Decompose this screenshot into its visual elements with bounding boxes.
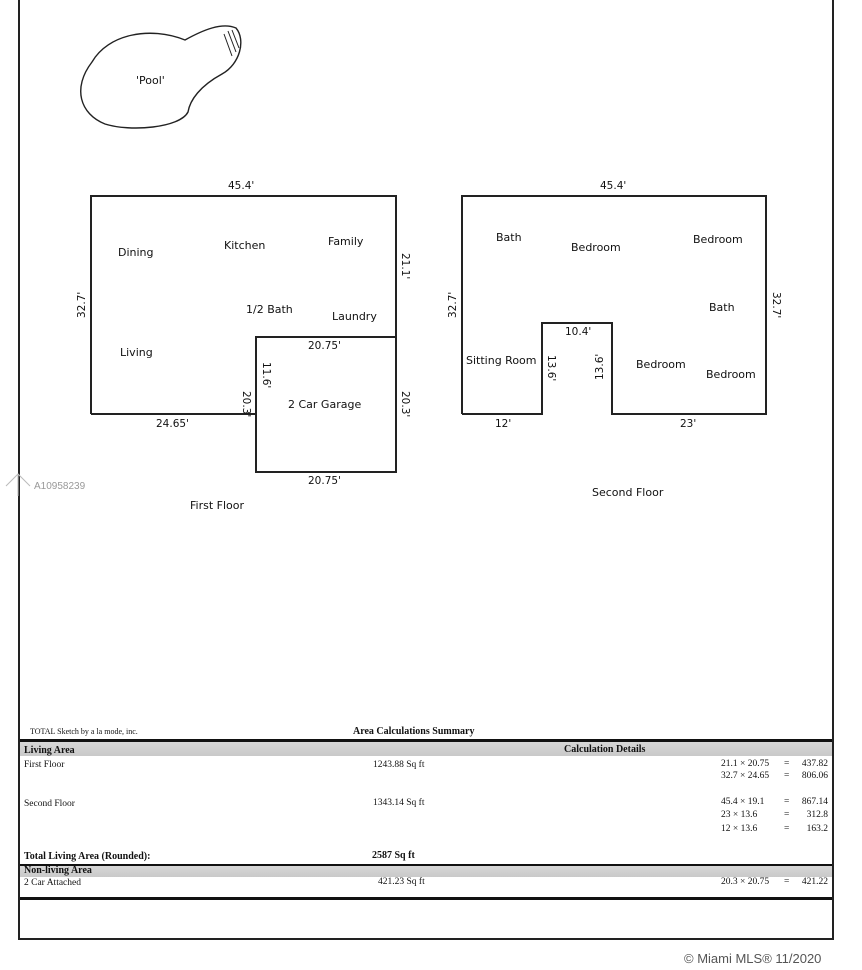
room-bath-1: Bath — [496, 231, 522, 244]
calc-eq: = — [784, 759, 790, 769]
calc-val: 437.82 — [801, 759, 828, 769]
sf-dim-bottom-left: 12' — [495, 418, 512, 430]
room-bedroom-2: Bedroom — [693, 233, 743, 246]
calc-expr: 32.7 × 24.65 — [721, 771, 770, 781]
room-laundry: Laundry — [332, 310, 377, 323]
calc-details-header: Calculation Details — [564, 744, 646, 755]
summary-title: Area Calculations Summary — [353, 726, 475, 737]
room-sitting: Sitting Room — [466, 354, 537, 367]
pool-label: 'Pool' — [136, 74, 165, 87]
ff-dim-left: 32.7' — [76, 291, 88, 318]
calc-eq: = — [784, 771, 790, 781]
calc-expr: 23 × 13.6 — [721, 810, 758, 820]
room-half-bath: 1/2 Bath — [246, 303, 293, 316]
non-living-area: 421.23 Sq ft — [378, 877, 425, 887]
non-living-header: Non-living Area — [24, 865, 92, 876]
second-floor-caption: Second Floor — [592, 486, 664, 499]
living-area-header-band — [20, 742, 832, 756]
mls-copyright: © Miami MLS® 11/2020 — [684, 951, 822, 966]
room-family: Family — [328, 235, 364, 248]
sf-dim-top: 45.4' — [600, 180, 627, 192]
sf-dim-notch-top: 10.4' — [565, 326, 592, 338]
row-second-floor-area: 1343.14 Sq ft — [373, 798, 425, 808]
room-dining: Dining — [118, 246, 154, 259]
calc-expr: 21.1 × 20.75 — [721, 759, 770, 769]
ff-dim-garage-top: 20.75' — [308, 340, 341, 352]
ff-dim-garage-inner: 11.6' — [260, 362, 272, 389]
sf-dim-right: 32.7' — [770, 292, 782, 319]
ff-dim-right-upper: 21.1' — [399, 253, 411, 280]
sf-dim-notch-left: 13.6' — [545, 355, 557, 382]
listing-id-watermark: A10958239 — [34, 481, 86, 492]
watermark-logo-icon — [4, 470, 34, 500]
calc-eq: = — [784, 824, 790, 834]
non-living-name: 2 Car Attached — [24, 878, 81, 888]
pool-steps — [224, 30, 239, 56]
room-bath-2: Bath — [709, 301, 735, 314]
ff-dim-garage-bottom: 20.75' — [308, 475, 341, 487]
sf-dim-bottom-right: 23' — [680, 418, 697, 430]
total-living-value: 2587 Sq ft — [372, 850, 415, 861]
row-first-floor-name: First Floor — [24, 760, 65, 770]
room-living: Living — [120, 346, 153, 359]
calc-eq: = — [784, 797, 790, 807]
summary-bottom-rule — [20, 897, 832, 900]
sketch-software-credit: TOTAL Sketch by a la mode, inc. — [30, 727, 138, 736]
calc-val: 867.14 — [801, 797, 828, 807]
non-living-header-band — [20, 866, 832, 877]
living-area-header: Living Area — [24, 745, 75, 756]
calc-expr: 12 × 13.6 — [721, 824, 758, 834]
calc-expr: 20.3 × 20.75 — [721, 877, 770, 887]
calc-val: 163.2 — [806, 824, 828, 834]
ff-dim-garage-right: 20.3' — [399, 391, 411, 418]
total-living-label: Total Living Area (Rounded): — [24, 851, 151, 862]
calc-expr: 45.4 × 19.1 — [721, 797, 765, 807]
room-bedroom-4: Bedroom — [706, 368, 756, 381]
calc-val: 806.06 — [801, 771, 828, 781]
ff-dim-top: 45.4' — [228, 180, 255, 192]
row-second-floor-name: Second Floor — [24, 799, 75, 809]
calc-val: 312.8 — [806, 810, 828, 820]
frame-bottom-border — [18, 938, 834, 940]
row-first-floor-area: 1243.88 Sq ft — [373, 760, 425, 770]
calc-val: 421.22 — [801, 877, 828, 887]
calc-eq: = — [784, 877, 790, 887]
room-bedroom-3: Bedroom — [636, 358, 686, 371]
first-floor-caption: First Floor — [190, 499, 245, 512]
sf-dim-left: 32.7' — [447, 291, 459, 318]
room-garage: 2 Car Garage — [288, 398, 362, 411]
ff-dim-bottom-left: 24.65' — [156, 418, 189, 430]
room-kitchen: Kitchen — [224, 239, 266, 252]
room-bedroom-1: Bedroom — [571, 241, 621, 254]
ff-dim-garage-left: 20.3' — [240, 391, 252, 418]
sf-dim-notch-right: 13.6' — [594, 353, 606, 380]
calc-eq: = — [784, 810, 790, 820]
